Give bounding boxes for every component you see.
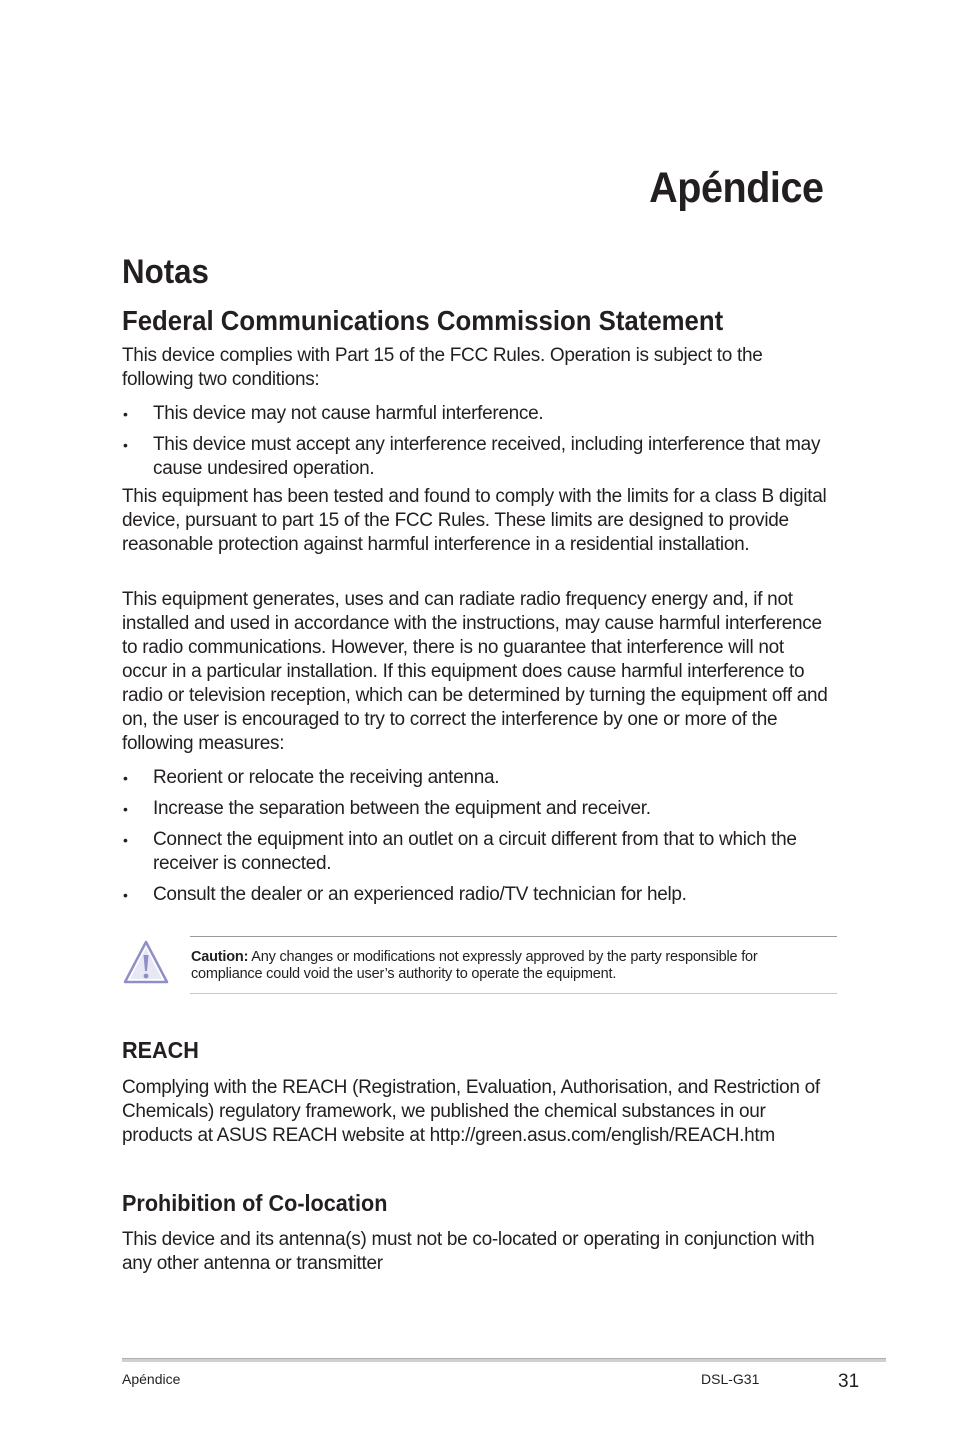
fcc-measures-list bbox=[122, 766, 832, 914]
footer-divider bbox=[122, 1358, 886, 1362]
caution-text: Caution: Any changes or modifications not expressly approved by the party responsible for compliance could void the user’s authority to operate the equipment. bbox=[191, 949, 758, 982]
colocation-text: This device and its antenna(s) must not be co-located or operating in conjunction with any other antenna or transmitter bbox=[122, 1229, 815, 1274]
list-item: • Connect the equipment into an outlet on a circuit different from that to which the receiver is connected. bbox=[123, 829, 797, 874]
list-item: • This device may not cause harmful interference. bbox=[123, 403, 544, 424]
bullet-icon: • bbox=[123, 437, 128, 453]
caution-label: Caution: bbox=[191, 949, 249, 965]
fcc-paragraph-2: This equipment generates, uses and can radiate radio frequency energy and, if not installed and used in accordance with the instructions, may cause harmful interference to radio communications. However, there is no guarantee that interference will not occur in a particular installation. If this equipment does cause harmful interference to radio or television reception, which can be determined by turning the equipment off and on, the user is encouraged to try to correct the interference by one or more of the following measures: bbox=[122, 589, 828, 754]
list-item: • Reorient or relocate the receiving antenna. bbox=[123, 767, 500, 788]
list-item: • Consult the dealer or an experienced radio/TV technician for help. bbox=[123, 884, 687, 905]
reach-heading: REACH bbox=[122, 1037, 199, 1063]
warning-triangle-icon bbox=[122, 939, 170, 985]
bullet-icon: • bbox=[123, 406, 128, 422]
fcc-conditions-list bbox=[122, 402, 832, 488]
colocation-heading: Prohibition of Co-location bbox=[122, 1190, 388, 1216]
list-item: • This device must accept any interference received, including interference that may cause undesired operation. bbox=[123, 434, 821, 479]
caution-note bbox=[190, 936, 837, 994]
footer-model: DSL-G31 bbox=[701, 1371, 760, 1387]
bullet-icon: • bbox=[123, 887, 128, 903]
fcc-intro: This device complies with Part 15 of the FCC Rules. Operation is subject to the following two conditions: bbox=[122, 345, 763, 390]
page-number: 31 bbox=[838, 1371, 860, 1392]
reach-text: Complying with the REACH (Registration, Evaluation, Authorisation, and Restriction of Chemicals) regulatory framework, we published the chemical substances in our products at ASUS REACH website at http://green.asus.com/english/REACH.htm bbox=[122, 1077, 820, 1146]
fcc-paragraph-1: This equipment has been tested and found to comply with the limits for a class B digital device, pursuant to part 15 of the FCC Rules. These limits are designed to provide reasonable protection against harmful interference in a residential installation. bbox=[122, 486, 827, 555]
bullet-icon: • bbox=[123, 832, 128, 848]
chapter-title: Apéndice bbox=[649, 164, 824, 212]
list-item: • Increase the separation between the equipment and receiver. bbox=[123, 798, 651, 819]
fcc-heading: Federal Communications Commission Statement bbox=[122, 305, 724, 336]
bullet-icon: • bbox=[123, 770, 128, 786]
bullet-icon: • bbox=[123, 801, 128, 817]
footer-section: Apéndice bbox=[122, 1371, 181, 1387]
section-title: Notas bbox=[122, 253, 209, 291]
